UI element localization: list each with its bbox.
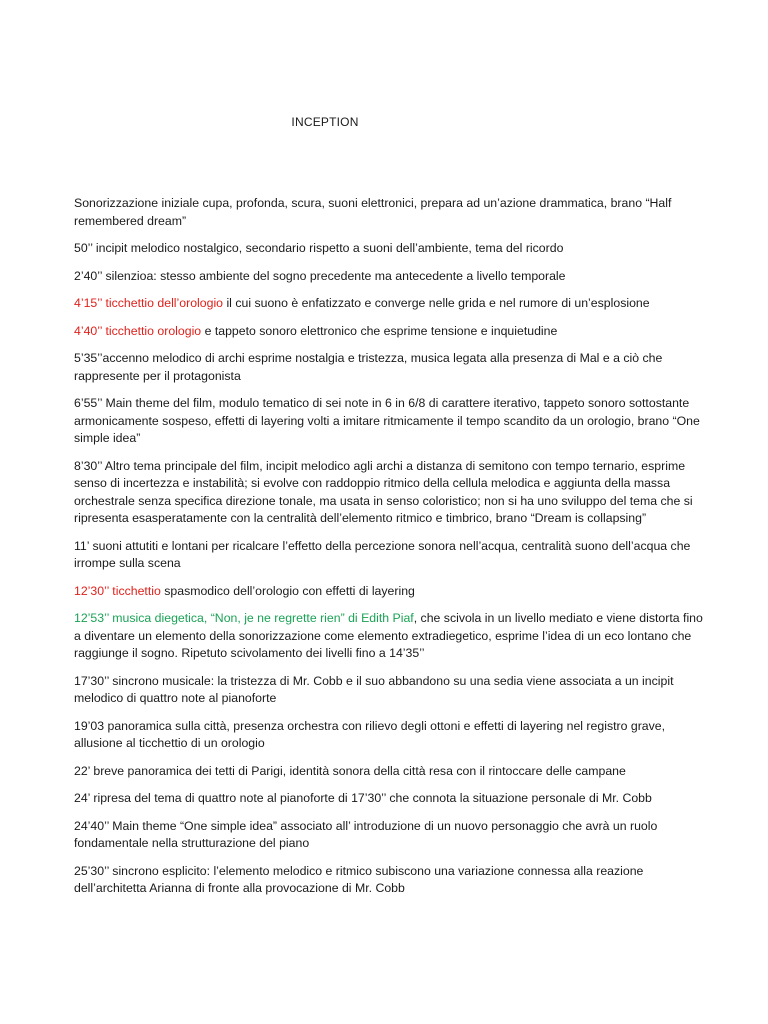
paragraph — [74, 863, 704, 898]
paragraph — [74, 790, 704, 808]
paragraph — [74, 763, 704, 781]
paragraph — [74, 395, 704, 448]
paragraph — [74, 323, 704, 341]
highlighted-timestamp: 4’40’’ ticchettio orologio — [74, 323, 202, 338]
paragraph — [74, 295, 704, 313]
highlighted-timestamp: 12’53’’ musica diegetica, “Non, je ne regrette rien” di Edith Piaf — [74, 611, 414, 625]
paragraph-text: spasmodico dell’orologio con effetti di layering — [160, 583, 415, 598]
paragraph-text: , che scivola in un livello mediato e viene distorta fino a diventare un elemento della sonorizzazione come elemento extradiegetico, esprime l’idea di un eco lontano che raggiunge il sogno. Ripetuto scivolamento dei livelli fino a 14’35’’ — [74, 611, 703, 660]
paragraph — [74, 818, 704, 853]
paragraph-text: 25’30’’ sincrono esplicito: l’elemento melodico e ritmico subiscono una variazione connessa alla reazione dell’architetta Arianna di fronte alla provocazione di Mr. Cobb — [74, 863, 644, 895]
paragraph-text: 19’03 panoramica sulla città, presenza orchestra con rilievo degli ottoni e effetti di layering nel registro grave, allusione al ticchettio di un orologio — [74, 718, 666, 750]
paragraph-text: 24’ ripresa del tema di quattro note al pianoforte di 17’30’’ che connota la situazione personale di Mr. Cobb — [74, 791, 652, 805]
document-body — [74, 195, 704, 908]
document-title: INCEPTION — [291, 115, 359, 129]
paragraph-text: 24’40’’ Main theme “One simple idea” associato all’ introduzione di un nuovo personaggio che avrà un ruolo fondamentale nella strutturazione del piano — [74, 818, 658, 850]
paragraph-text: Sonorizzazione iniziale cupa, profonda, scura, suoni elettronici, prepara ad un’azione drammatica, brano “Half remembered dream” — [74, 196, 672, 228]
paragraph — [74, 538, 704, 573]
paragraph-text: 2’40’’ silenzioa: stesso ambiente del sogno precedente ma antecedente a livello temporale — [74, 268, 566, 283]
paragraph-text: il cui suono è enfatizzato e converge nelle grida e nel rumore di un’esplosione — [223, 296, 650, 310]
highlighted-timestamp: 4’15’’ ticchettio dell’orologio — [74, 296, 224, 310]
paragraph-text: 22’ breve panoramica dei tetti di Parigi, identità sonora della città resa con il rintoccare delle campane — [74, 763, 626, 778]
paragraph — [74, 195, 704, 230]
paragraph — [74, 240, 704, 258]
paragraph-text: 11’ suoni attutiti e lontani per ricalcare l’effetto della percezione sonora nell’acqua, centralità suono dell’acqua che irrompe sulla scena — [74, 538, 691, 570]
paragraph — [74, 673, 704, 708]
paragraph — [74, 610, 704, 663]
paragraph — [74, 458, 704, 528]
paragraph — [74, 350, 704, 385]
paragraph-text: 5’35’’accenno melodico di archi esprime nostalgia e tristezza, musica legata alla presenza di Mal e a ciò che rappresente per il protagonista — [74, 351, 663, 383]
paragraph-text: 6’55’’ Main theme del film, modulo tematico di sei note in 6 in 6/8 di carattere iterativo, tappeto sonoro sottostante armonicamente sospeso, effetti di layering volti a imitare ritmicamente il tempo scandito da un orologio, brano “One simple idea” — [74, 396, 700, 445]
paragraph — [74, 268, 704, 286]
paragraph-text: 50’’ incipit melodico nostalgico, secondario rispetto a suoni dell’ambiente, tema del ricordo — [74, 241, 564, 255]
paragraph-text: 17’30’’ sincrono musicale: la tristezza di Mr. Cobb e il suo abbandono su una sedia viene associata a un incipit melodico di quattro note al pianoforte — [74, 673, 674, 705]
highlighted-timestamp: 12’30’’ ticchettio — [74, 583, 161, 598]
paragraph — [74, 583, 704, 601]
paragraph-text: e tappeto sonoro elettronico che esprime tensione e inquietudine — [201, 323, 558, 338]
paragraph-text: 8’30’’ Altro tema principale del film, incipit melodico agli archi a distanza di semitono con tempo ternario, esprime senso di incertezza e instabilità; si evolve con raddoppio ritmico della cellula melodica e aggiunta della massa orchestrale senza specifica direzione tonale, ma usata in senso coloristico; non si ha uno sviluppo del tema che si ripresenta esasperatamente con la centralità dell’elemento ritmico e timbrico, brano “Dream is collapsing” — [74, 458, 693, 525]
paragraph — [74, 718, 704, 753]
